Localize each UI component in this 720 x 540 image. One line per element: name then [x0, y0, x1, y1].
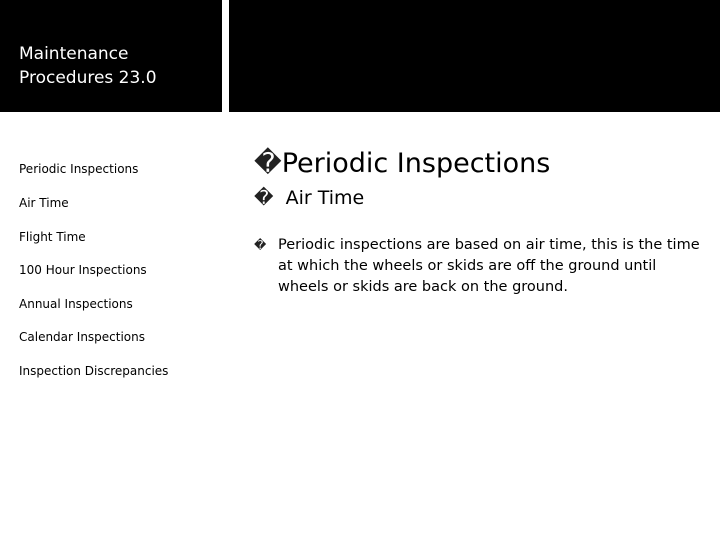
sidebar-item-calendar-inspections[interactable]: Calendar Inspections: [19, 330, 146, 344]
bullet-icon: �: [254, 187, 274, 209]
sidebar-item-periodic-inspections[interactable]: Periodic Inspections: [19, 162, 139, 176]
sidebar-item-flight-time[interactable]: Flight Time: [19, 230, 86, 244]
content-subheading-text: Air Time: [285, 187, 365, 209]
bullet-icon: �: [254, 148, 282, 179]
bullet-icon: �: [254, 238, 267, 252]
content-subheading: [254, 185, 364, 211]
content-body: [254, 235, 704, 298]
content-heading: [254, 146, 550, 182]
sidebar-item-inspection-discrepancies[interactable]: Inspection Discrepancies: [19, 364, 169, 378]
sidebar-item-annual-inspections[interactable]: Annual Inspections: [19, 297, 133, 311]
sidebar-item-100-hour-inspections[interactable]: 100 Hour Inspections: [19, 263, 147, 277]
slide-title: Maintenance Procedures 23.0: [19, 44, 157, 88]
content-heading-text: Periodic Inspections: [281, 148, 551, 179]
sidebar-item-air-time[interactable]: Air Time: [19, 196, 69, 210]
content-body-text: Periodic inspections are based on air time, this is the time at which the wheels or skids are off the ground until wheels or skids are back on the ground.: [278, 237, 700, 295]
header-bar: [229, 0, 720, 112]
title-panel: [0, 0, 222, 112]
